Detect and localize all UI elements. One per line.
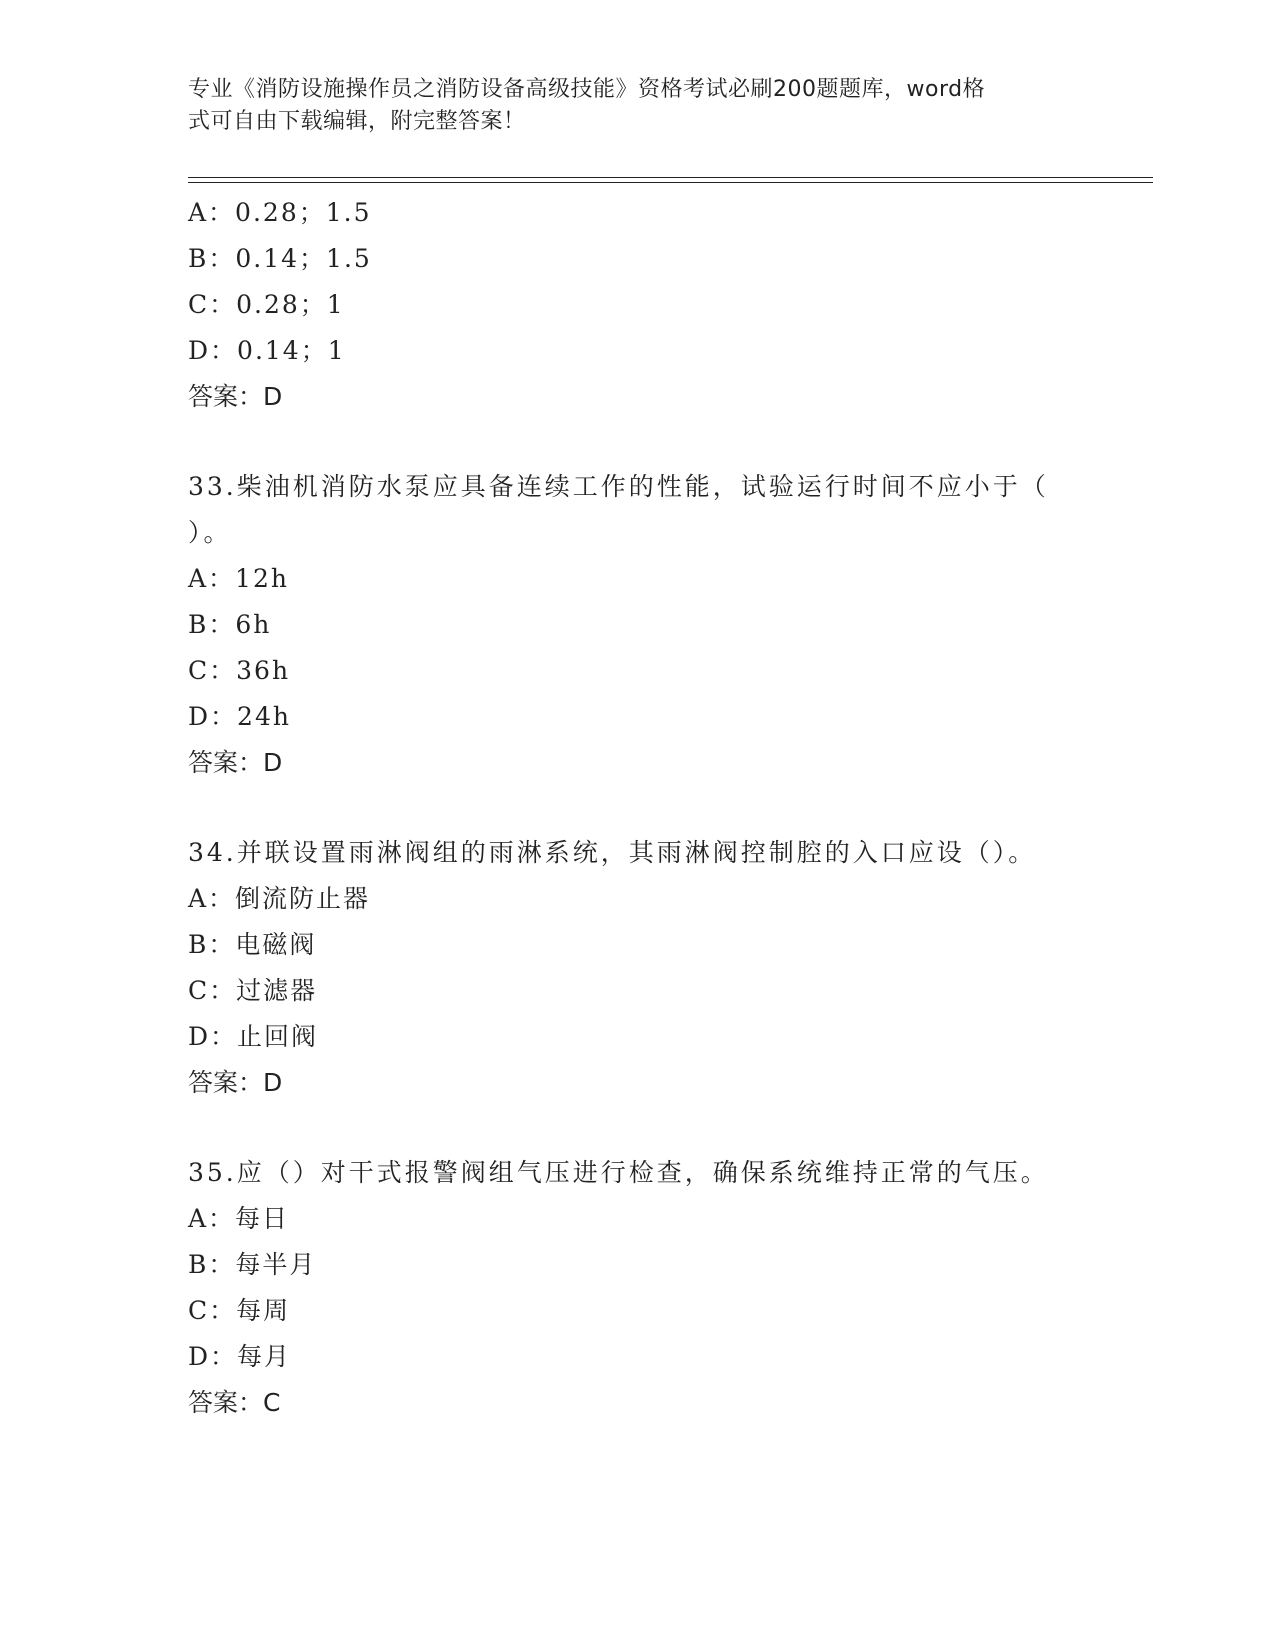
option-b: B：每半月 bbox=[188, 1250, 317, 1279]
answer-line: 答案：D bbox=[188, 382, 283, 411]
option-d: D：每月 bbox=[188, 1342, 292, 1371]
option-d: D：0.14；1 bbox=[188, 336, 346, 365]
header-line-1: 专业《消防设施操作员之消防设备高级技能》资格考试必刷200题题库，word格 bbox=[188, 77, 986, 102]
answer-line: 答案：D bbox=[188, 1068, 283, 1097]
option-b: B：6h bbox=[188, 610, 272, 639]
question-text: 33.柴油机消防水泵应具备连续工作的性能，试验运行时间不应小于（ bbox=[188, 472, 1049, 501]
option-d: D：止回阀 bbox=[188, 1022, 319, 1051]
option-c: C：36h bbox=[188, 656, 291, 685]
option-a: A：每日 bbox=[188, 1204, 290, 1233]
question-text: 34.并联设置雨淋阀组的雨淋系统，其雨淋阀控制腔的入口应设（）。 bbox=[188, 838, 1037, 867]
question-block-34 bbox=[188, 830, 1088, 1106]
header-divider-bottom bbox=[188, 182, 1153, 183]
question-block-32 bbox=[188, 190, 1088, 420]
option-a: A：12h bbox=[188, 564, 289, 593]
answer-line: 答案：C bbox=[188, 1388, 281, 1417]
option-c: C：0.28；1 bbox=[188, 290, 345, 319]
option-c: C：每周 bbox=[188, 1296, 291, 1325]
option-b: B：0.14；1.5 bbox=[188, 244, 372, 273]
question-text-continued: ）。 bbox=[188, 518, 232, 547]
answer-line: 答案：D bbox=[188, 748, 283, 777]
option-b: B：电磁阀 bbox=[188, 930, 317, 959]
question-block-35 bbox=[188, 1150, 1088, 1426]
option-d: D：24h bbox=[188, 702, 291, 731]
header-divider-top bbox=[188, 177, 1153, 178]
header-line-2: 式可自由下载编辑，附完整答案！ bbox=[188, 109, 526, 134]
question-list bbox=[188, 190, 1088, 1426]
question-text: 35.应（）对干式报警阀组气压进行检查，确保系统维持正常的气压。 bbox=[188, 1158, 1049, 1187]
document-header bbox=[188, 74, 1088, 138]
option-c: C：过滤器 bbox=[188, 976, 318, 1005]
question-block-33 bbox=[188, 464, 1088, 786]
option-a: A：倒流防止器 bbox=[188, 884, 371, 913]
option-a: A：0.28；1.5 bbox=[188, 198, 372, 227]
